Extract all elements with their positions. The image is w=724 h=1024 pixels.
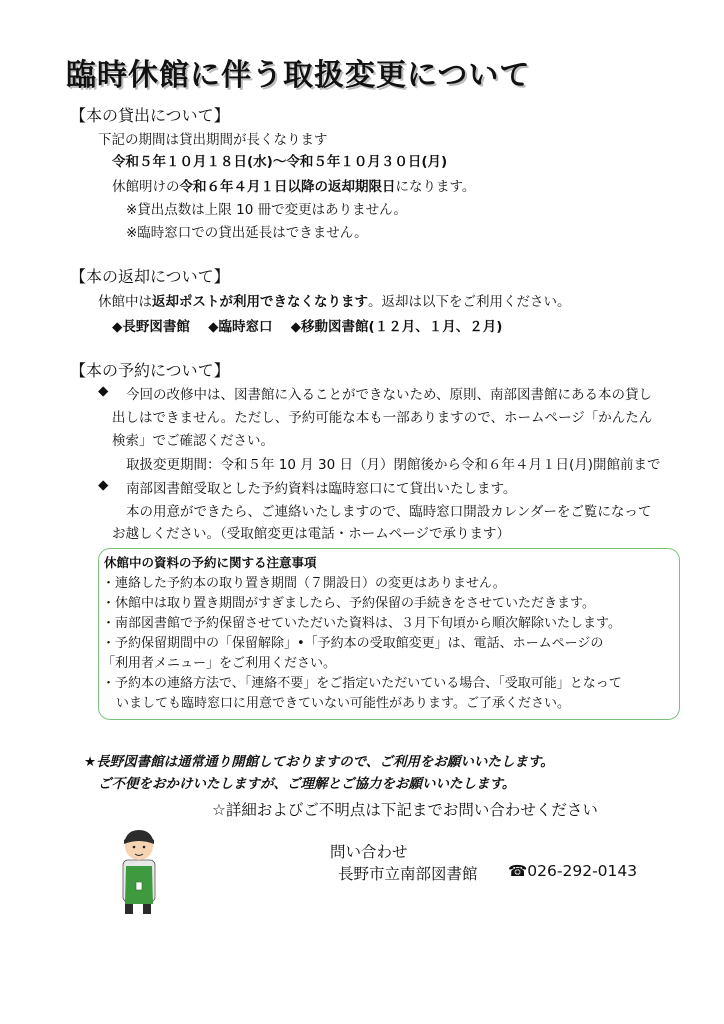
reserve-p1-line2: 出しはできません。ただし、予約可能な本も一部ありますので、ホームページ「かんたん [112, 410, 653, 426]
lending-due-date: 令和６年４月１日以降の返却期限日 [179, 179, 396, 195]
closing-line-1: ★長野図書館は通常通り開館しておりますので、ご利用をお願いいたします。 [84, 754, 554, 770]
lending-intro: 下記の期間は貸出期間が長くなります [98, 132, 328, 148]
notice-line: 「利用者メニュー」をご利用ください。 [102, 656, 337, 671]
returns-places: ◆長野図書館 ◆臨時窓口 ◆移動図書館(１２月、１月、２月) [112, 319, 503, 335]
returns-suffix: 。返却は以下をご利用ください。 [368, 294, 571, 310]
reserve-period: 取扱変更期間：令和５年 10 月 30 日（月）閉館後から令和６年４月１日(月)開館前まで [126, 457, 661, 473]
lending-due-suffix: になります。 [395, 179, 476, 195]
librarian-icon [114, 826, 164, 916]
returns-prefix: 休館中は [98, 294, 152, 310]
reserve-p1-line3: 検索」でご確認ください。 [112, 433, 274, 449]
reserve-heading: 【本の予約について】 [70, 361, 230, 380]
notice-line: いましても臨時窓口に用意できていない可能性があります。ご了承ください。 [116, 696, 570, 711]
lending-period: 令和５年１０月１８日(水)～令和５年１０月３０日(月) [112, 154, 448, 170]
notice-line: ・連絡した予約本の取り置き期間（７開設日）の変更はありません。 [102, 576, 506, 591]
reserve-p2-line2: 本の用意ができたら、ご連絡いたしますので、臨時窓口開設カレンダーをご覧になって [126, 504, 652, 520]
notice-title: 休館中の資料の予約に関する注意事項 [104, 555, 317, 570]
returns-heading: 【本の返却について】 [70, 267, 230, 286]
lending-note-extension: ※臨時窓口での貸出延長はできません。 [126, 225, 368, 241]
notice-box [98, 548, 680, 720]
lending-note-limit: ※貸出点数は上限 10 冊で変更はありません。 [126, 202, 407, 218]
notice-line: ・休館中は取り置き期間がすぎましたら、予約保留の手続きをさせていただきます。 [102, 596, 595, 611]
contact-detail: ☆詳細およびご不明点は下記までお問い合わせください [212, 801, 598, 819]
reserve-p2-line3: お越しください。（受取館変更は電話・ホームページで承ります） [112, 526, 510, 542]
contact-library: 長野市立南部図書館 [338, 865, 478, 883]
closing-line-2: ご不便をおかけいたしますが、ご理解とご協力をお願いいたします。 [98, 776, 516, 792]
notice-line: ・予約本の連絡方法で、「連絡不要」をご指定いただいている場合、「受取可能」となって [102, 676, 622, 691]
reserve-bullet-1: ◆ [98, 383, 109, 399]
page-title: 臨時休館に伴う取扱変更について [66, 58, 531, 93]
reserve-p1-line1: 今回の改修中は、図書館に入ることができないため、原則、南部図書館にある本の貸し [126, 387, 652, 403]
lending-due-line [112, 175, 475, 195]
returns-line [98, 290, 571, 310]
contact-phone: ☎026-292-0143 [508, 862, 638, 880]
notice-line: ・南部図書館で予約保留させていただいた資料は、３月下旬頃から順次解除いたします。 [102, 616, 621, 631]
reserve-bullet-2: ◆ [98, 477, 109, 493]
notice-line: ・予約保留期間中の「保留解除」•「予約本の受取館変更」は、電話、ホームページの [102, 636, 604, 651]
lending-heading: 【本の貸出について】 [70, 106, 230, 125]
reserve-p2-line1: 南部図書館受取とした予約資料は臨時窓口にて貸出いたします。 [126, 481, 517, 497]
contact-heading: 問い合わせ [330, 843, 408, 861]
lending-due-prefix: 休館明けの [112, 179, 180, 195]
returns-bold: 返却ポストが利用できなくなります [152, 294, 368, 310]
